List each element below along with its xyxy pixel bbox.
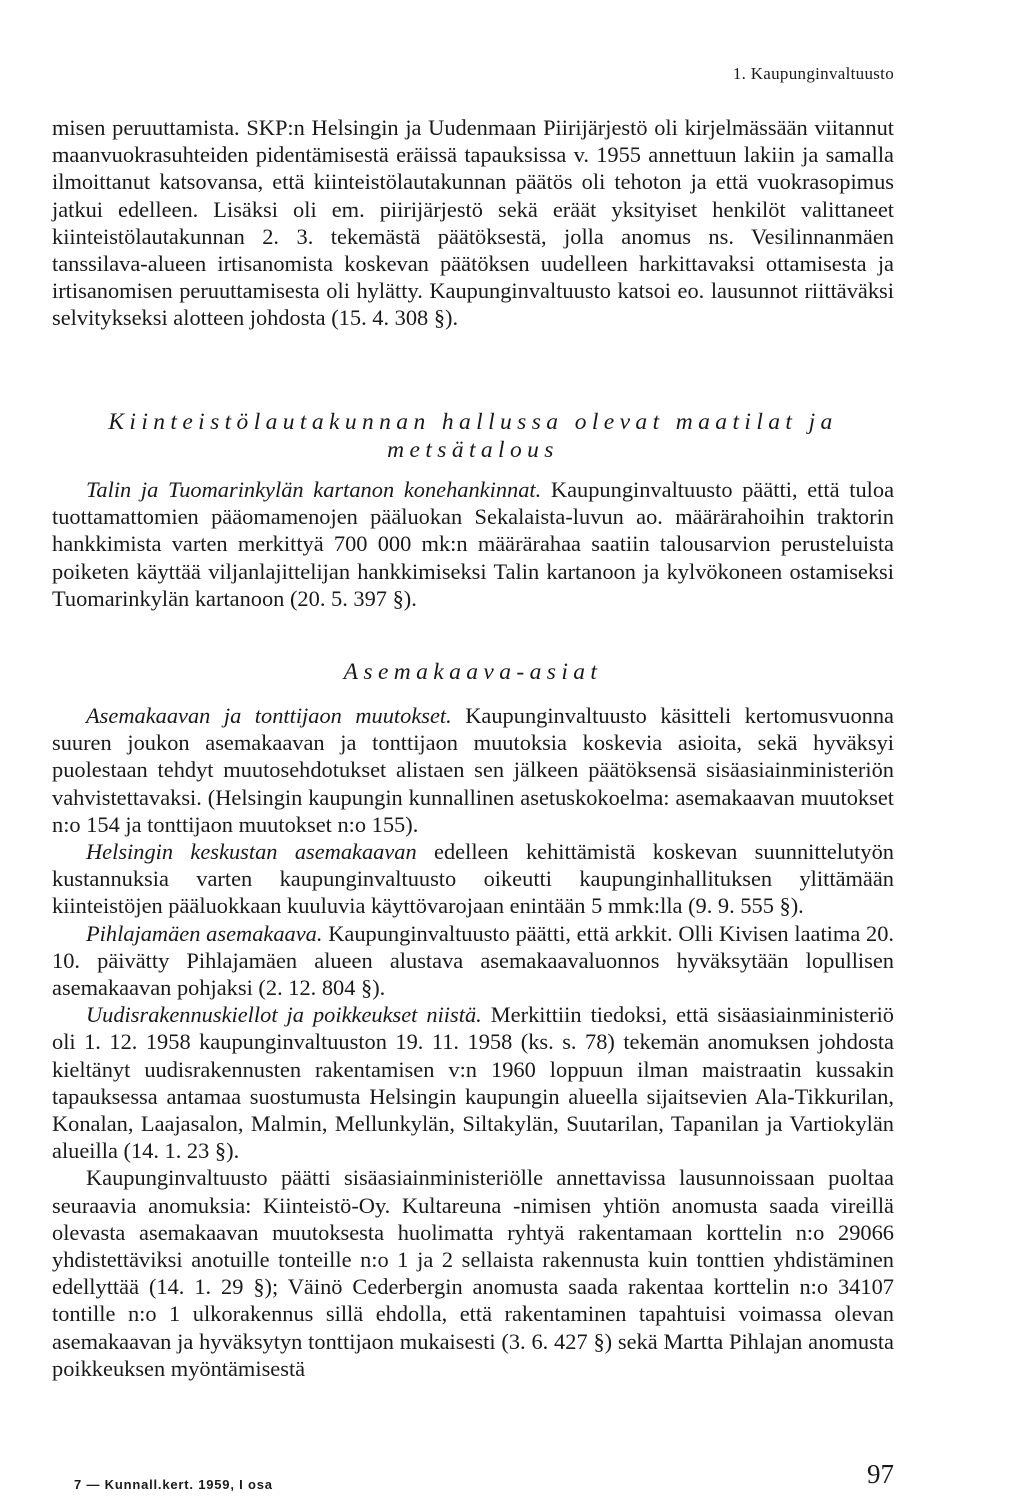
paragraph [52, 702, 894, 838]
text-block-2 [52, 476, 894, 612]
running-head: 1. Kaupunginvaltuusto [732, 64, 894, 83]
text-block-3 [52, 702, 894, 1382]
paragraph-subhead: Helsingin keskustan asemakaavan [86, 839, 417, 865]
paragraph: misen peruuttamista. SKP:n Helsingin ja Uudenmaan Piirijärjestö oli kirjelmässään viitannut maanvuokrasuhteiden pidentämisestä eräissä tapauksissa v. 1955 annettuun lakiin ja samalla ilmoittanut katsovansa, että kiinteistölautakunnan päätös oli tehoton ja että vuokrasopimus jatkui edelleen. Lisäksi oli em. piirijärjestö sekä eräät yksityiset henkilöt valittaneet kiinteistölautakunnan 2. 3. tekemästä päätöksestä, jolla anomus ns. Vesilinnanmäen tanssilava-alueen irtisanomista koskevan päätöksen uudelleen harkittavaksi ottamisesta ja irtisanomisen peruuttamisesta oli hylätty. Kaupunginvaltuusto katsoi eo. lausunnot riittäväksi selvitykseksi alotteen johdosta (15. 4. 308 §). [52, 115, 894, 331]
paragraph-text: Merkittiin tiedoksi, että sisäasiainministeriö oli 1. 12. 1958 kaupunginvaltuuston 19. 11. 1958 (ks. s. 78) tekemän anomuksen johdosta kieltänyt uudisrakennusten rakentamisen v:n 1960 loppuun ilman maistraatin kussakin tapauksessa antamaa suostumusta Helsingin kaupungin alueella sijaitsevien Ala-Tikkurilan, Konalan, Laajasalon, Malmin, Mellunkylän, Siltakylän, Suutarilan, Tapanilan ja Vartiokylän alueilla (14. 1. 23 §). [52, 1002, 894, 1164]
paragraph-text: Kaupunginvaltuusto päätti, että tuloa tuottamattomien pääomamenojen pääluokan Sekalaista-luvun ao. määrärahoihin traktorin hankkimista varten merkittyä 700 000 mk:n määrärahaa saatiin talousarvion perusteluista poiketen käyttää viljanlajittelijan hankkimiseksi Talin kartanoon ja kylvökoneen ostamiseksi Tuomarinkylän kartanoon (20. 5. 397 §). [52, 477, 895, 611]
heading-line-1: Kiinteistölautakunnan hallussa olevat maatilat ja [108, 409, 838, 435]
section-heading-town-plan [52, 658, 894, 686]
document-page [52, 0, 894, 1511]
paragraph-subhead: Asemakaavan ja tonttijaon muutokset. [86, 703, 452, 728]
paragraph-text: Kaupunginvaltuusto päätti, että arkkit. Olli Kivisen laatima 20. 10. päivätty Pihlajamäen alueen alustava asemakaavaluonnos hyväksytään lopullisen asemakaavan pohjaksi (2. 12. 804 §). [52, 920, 895, 1001]
heading-line-1: Asemakaava-asiat [343, 659, 603, 685]
footer-signature: 7 — Kunnall.kert. 1959, I osa [74, 1477, 273, 1492]
paragraph [52, 1001, 894, 1164]
text-block-1 [52, 114, 894, 332]
paragraph [52, 476, 894, 612]
paragraph-text: edelleen kehittämistä koskevan suunnittelutyön kustannuksia varten kaupunginvaltuusto oikeutti kaupunginhallituksen ylittämään kiinteistöjen pääluokkaan kuuluvia käyttövarojaan enintään 5 mmk:lla (9. 9. 555 §). [52, 839, 894, 919]
paragraph-subhead: Talin ja Tuomarinkylän kartanon konehankinnat. [86, 477, 542, 502]
paragraph-subhead: Pihlajamäen asemakaava. [86, 920, 323, 946]
section-heading-real-estate [52, 408, 894, 464]
page-number: 97 [867, 1459, 894, 1489]
paragraph: Kaupunginvaltuusto päätti sisäasiainministeriölle annettavissa lausunnoissaan puoltaa seuraavia anomuksia: Kiinteistö-Oy. Kultareuna -nimisen yhtiön anomusta saada vireillä olevasta asemakaavan muutoksesta huolimatta ryhtyä rakentamaan korttelin n:o 29066 yhdistettäviksi anotuille tonteille n:o 1 ja 2 sellaista rakennusta kuin tonttien yhdistäminen edellyttää (14. 1. 29 §); Väinö Cederbergin anomusta saada rakentaa korttelin n:o 34107 tontille n:o 1 ulkorakennus sillä ehdolla, että rakentaminen tapahtuisi voimassa olevan asemakaavan ja hyväksytyn tonttijaon mukaisesti (3. 6. 427 §) sekä Martta Pihlajan anomusta poikkeuksen myöntämisestä [52, 1165, 894, 1381]
paragraph-subhead: Uudisrakennuskiellot ja poikkeukset niistä. [86, 1002, 482, 1028]
paragraph-text: Kaupunginvaltuusto käsitteli kertomusvuonna suuren joukon asemakaavan ja tonttijaon muutoksia koskevia asioita, sekä hyväksyi puolestaan tehdyt muutosehdotukset alistaen sen jälkeen päätöksensä sisäasiainministeriön vahvistettavaksi. (Helsingin kaupungin kunnallinen asetuskokoelma: asemakaavan muutokset n:o 154 ja tonttijaon muutokset n:o 155). [52, 703, 894, 837]
paragraph [52, 838, 894, 920]
heading-line-2: metsätalous [387, 437, 559, 463]
paragraph [52, 920, 894, 1002]
